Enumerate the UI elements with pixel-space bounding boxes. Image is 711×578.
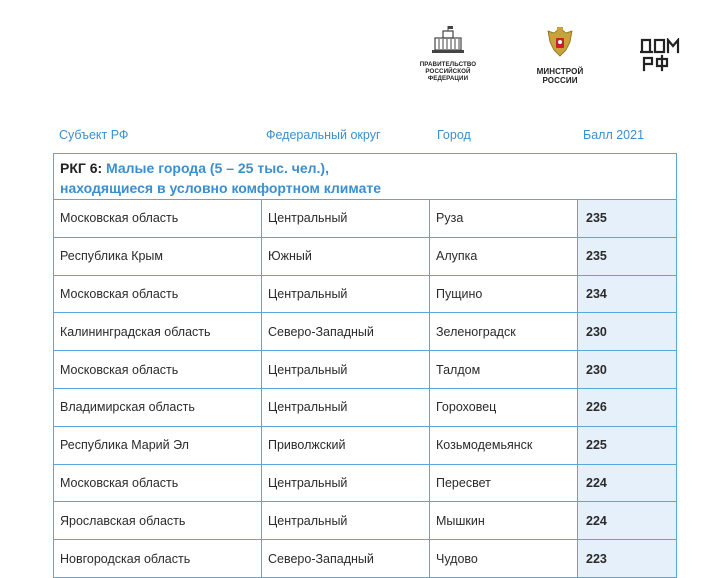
cell-subject: Московская область [54, 465, 262, 502]
cell-city: Руза [430, 200, 578, 237]
cell-score: 230 [578, 351, 676, 388]
table-row [54, 200, 676, 238]
cell-subject: Московская область [54, 351, 262, 388]
cell-district: Центральный [262, 389, 430, 426]
cell-district: Центральный [262, 351, 430, 388]
cell-district: Южный [262, 238, 430, 275]
cell-city: Алупка [430, 238, 578, 275]
cell-subject: Московская область [54, 276, 262, 313]
ranking-table [53, 153, 677, 578]
group-name-line2: находящиеся в условно комфортном климате [60, 180, 382, 196]
cell-subject: Ярославская область [54, 502, 262, 539]
dom-rf-logo-icon [640, 38, 680, 72]
table-row [54, 276, 676, 314]
minstroy-logo [532, 26, 588, 85]
table-row [54, 465, 676, 503]
cell-score: 225 [578, 427, 676, 464]
minstroy-caption-line: МИНСТРОЙ [536, 67, 584, 76]
table-row [54, 427, 676, 465]
minstroy-caption-line: РОССИИ [542, 76, 578, 85]
cell-score: 223 [578, 540, 676, 577]
cell-city: Козьмодемьянск [430, 427, 578, 464]
header-district: Федеральный округ [266, 128, 381, 142]
cell-city: Пересвет [430, 465, 578, 502]
cell-score: 234 [578, 276, 676, 313]
government-logo [417, 26, 479, 82]
cell-district: Центральный [262, 465, 430, 502]
cell-city: Талдом [430, 351, 578, 388]
group-name-line1: Малые города (5 – 25 тыс. чел.), [106, 160, 329, 176]
cell-district: Центральный [262, 502, 430, 539]
table-row [54, 313, 676, 351]
header-score: Балл 2021 [583, 128, 645, 142]
government-caption-line: ФЕДЕРАЦИИ [427, 75, 469, 82]
cell-score: 235 [578, 238, 676, 275]
header-city: Город [437, 128, 471, 142]
government-building-icon [428, 26, 468, 56]
cell-subject: Московская область [54, 200, 262, 237]
table-row [54, 540, 676, 578]
cell-score: 226 [578, 389, 676, 426]
cell-city: Гороховец [430, 389, 578, 426]
column-headers [0, 128, 711, 146]
table-row [54, 389, 676, 427]
cell-district: Северо-Западный [262, 540, 430, 577]
cell-subject: Республика Крым [54, 238, 262, 275]
cell-score: 224 [578, 502, 676, 539]
cell-subject: Владимирская область [54, 389, 262, 426]
cell-score: 224 [578, 465, 676, 502]
cell-subject: Калининградская область [54, 313, 262, 350]
cell-subject: Республика Марий Эл [54, 427, 262, 464]
government-caption [417, 61, 479, 82]
cell-city: Пущино [430, 276, 578, 313]
cell-city: Мышкин [430, 502, 578, 539]
government-caption-line: ПРАВИТЕЛЬСТВО [419, 61, 477, 68]
minstroy-caption [532, 67, 588, 85]
dom-rf-logo [640, 38, 680, 77]
cell-score: 235 [578, 200, 676, 237]
cell-district: Центральный [262, 200, 430, 237]
logo-bar [0, 26, 711, 96]
group-prefix: РКГ 6: [60, 160, 107, 176]
table-row [54, 238, 676, 276]
cell-district: Центральный [262, 276, 430, 313]
cell-city: Чудово [430, 540, 578, 577]
table-row [54, 502, 676, 540]
cell-district: Приволжский [262, 427, 430, 464]
cell-score: 230 [578, 313, 676, 350]
government-caption-line: РОССИЙСКОЙ [425, 68, 471, 75]
group-title [54, 154, 676, 200]
cell-city: Зеленоградск [430, 313, 578, 350]
table-row [54, 351, 676, 389]
cell-subject: Новгородская область [54, 540, 262, 577]
cell-district: Северо-Западный [262, 313, 430, 350]
coat-of-arms-icon [545, 26, 575, 62]
header-subject: Субъект РФ [59, 128, 129, 142]
